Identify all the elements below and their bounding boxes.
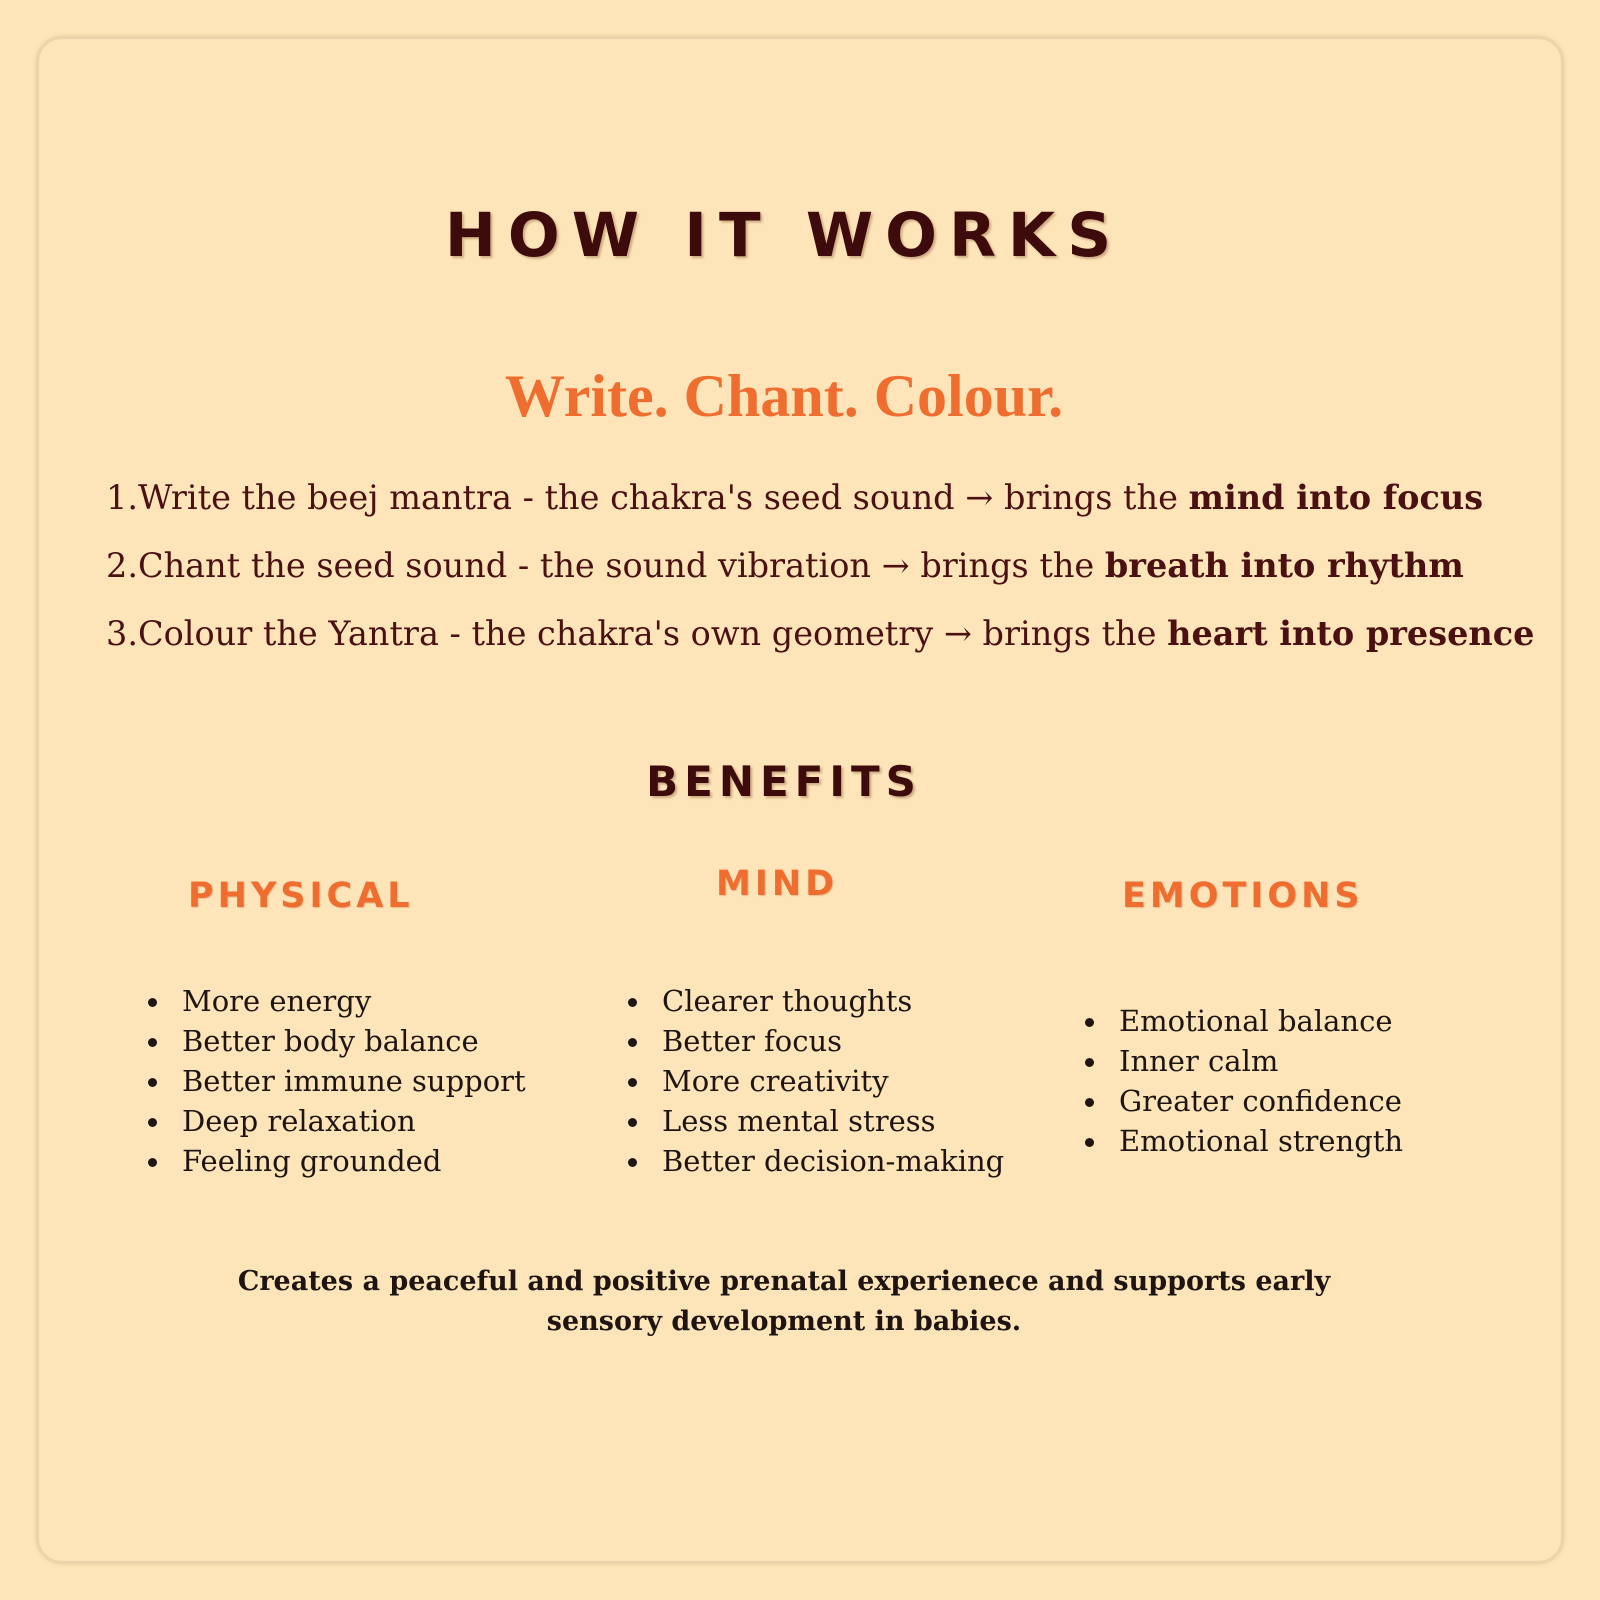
- list-item: Deep relaxation: [148, 1101, 526, 1141]
- step-item: [106, 544, 1534, 612]
- step-emphasis: breath into rhythm: [1104, 546, 1464, 585]
- list-item: Better focus: [628, 1021, 1004, 1061]
- steps-list: [106, 476, 1534, 680]
- step-item: [106, 612, 1534, 680]
- step-emphasis: mind into focus: [1188, 478, 1484, 517]
- physical-heading: PHYSICAL: [188, 876, 414, 916]
- list-item: Inner calm: [1085, 1041, 1403, 1081]
- list-item: Better decision-making: [628, 1141, 1004, 1181]
- footer-note: [0, 1262, 1568, 1342]
- step-text: Write the beej mantra - the chakra's seed sound → brings the: [137, 478, 1189, 517]
- step-text: Colour the Yantra - the chakra's own geometry → brings the: [137, 614, 1168, 653]
- step-number: 3.: [106, 614, 138, 653]
- list-item: Better immune support: [148, 1061, 526, 1101]
- step-emphasis: heart into presence: [1167, 614, 1535, 653]
- step-number: 2.: [106, 546, 138, 585]
- list-item: Less mental stress: [628, 1101, 1004, 1141]
- mind-heading: MIND: [716, 864, 839, 904]
- list-item: Emotional strength: [1085, 1121, 1403, 1161]
- list-item: Better body balance: [148, 1021, 526, 1061]
- footer-line: sensory development in babies.: [546, 1306, 1022, 1337]
- list-item: More energy: [148, 981, 526, 1021]
- list-item: Emotional balance: [1085, 1001, 1403, 1041]
- emotions-list: [1085, 1001, 1403, 1161]
- list-item: Clearer thoughts: [628, 981, 1004, 1021]
- list-item: More creativity: [628, 1061, 1004, 1101]
- step-item: [106, 476, 1534, 544]
- step-text: Chant the seed sound - the sound vibration → brings the: [137, 546, 1105, 585]
- physical-list: [148, 981, 526, 1181]
- tagline: Write. Chant. Colour.: [504, 363, 1064, 429]
- footer-line: Creates a peaceful and positive prenatal experienece and supports early: [237, 1266, 1331, 1297]
- list-item: Feeling grounded: [148, 1141, 526, 1181]
- benefits-title: BENEFITS: [646, 757, 922, 806]
- page-title: HOW IT WORKS: [444, 200, 1124, 271]
- list-item: Greater confidence: [1085, 1081, 1403, 1121]
- emotions-heading: EMOTIONS: [1122, 876, 1364, 916]
- mind-list: [628, 981, 1004, 1181]
- step-number: 1.: [106, 478, 138, 517]
